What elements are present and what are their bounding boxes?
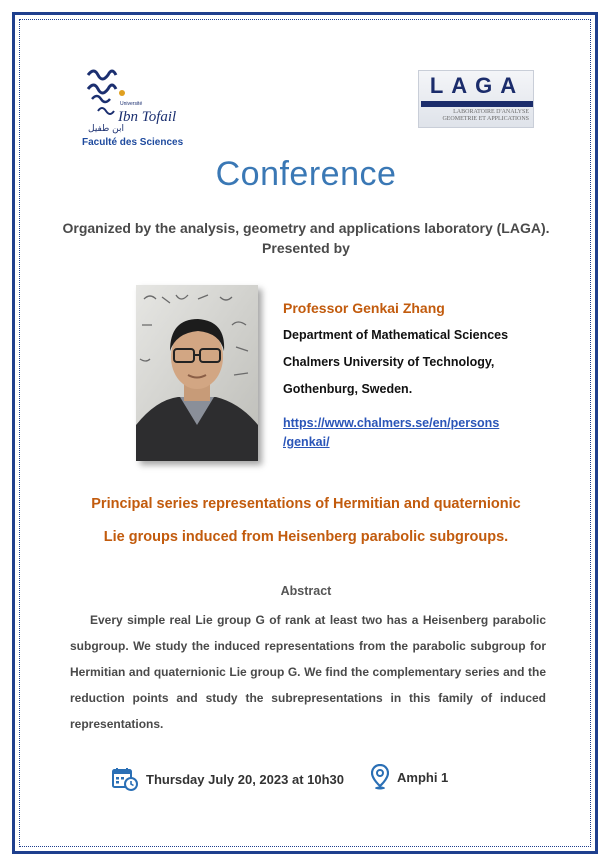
talk-title (40, 488, 572, 554)
event-date-text: Thursday July 20, 2023 at 10h30 (146, 771, 344, 787)
abstract-text: Every simple real Lie group G of rank at least two has a Heisenberg parabolic subgroup. We study the induced representations from the parabolic subgroup for Hermitian and quaternionic Lie group G. We find the complementary series and the reduction points and study the subrepresentations in this family of induced representations. (70, 613, 546, 731)
presented-by: Presented by (262, 240, 350, 256)
map-pin-icon (371, 764, 389, 790)
university-logo-univ: Université (120, 101, 143, 107)
laga-logo-bar (421, 101, 533, 107)
speaker-department: Department of Mathematical Sciences (283, 328, 509, 342)
speaker-university: Chalmers University of Technology, (283, 355, 495, 369)
page-title: Conference (215, 155, 397, 193)
laga-logo (418, 70, 536, 130)
speaker-city: Gothenburg, Sweden. (283, 382, 413, 396)
abstract-heading: Abstract (280, 584, 332, 598)
laga-logo-subtitle (442, 109, 529, 123)
event-date (112, 765, 344, 793)
speaker-name: Professor Genkai Zhang (283, 300, 445, 316)
university-logo-name: Ibn Tofail (118, 109, 177, 125)
faculty-caption: Faculté des Sciences (82, 137, 184, 148)
speaker-info (283, 300, 583, 452)
speaker-photo (136, 285, 258, 461)
calendar-clock-icon (112, 767, 138, 791)
university-logo-arabic: ابن طفيل (88, 124, 124, 134)
speaker-profile-link[interactable] (283, 414, 583, 452)
speaker-link-line2[interactable]: /genkai/ (283, 435, 330, 449)
event-location-text: Amphi 1 (397, 769, 449, 785)
organizer-text (30, 218, 582, 258)
university-logo (78, 55, 188, 150)
university-logo-mark (78, 55, 188, 135)
laga-logo-sub2: GEOMETRIE ET APPLICATIONS (442, 116, 529, 122)
event-location (371, 763, 448, 791)
talk-title-line1: Principal series representations of Hermitian and quaternionic (91, 496, 521, 512)
laga-logo-word: LAGA (429, 73, 525, 98)
laga-logo-sub1: LABORATOIRE D'ANALYSE (453, 109, 529, 115)
speaker-link-line1[interactable]: https://www.chalmers.se/en/persons (283, 416, 500, 430)
laga-logo-box (418, 70, 534, 128)
talk-title-line2: Lie groups induced from Heisenberg parabolic subgroups. (103, 529, 509, 545)
organizer-line: Organized by the analysis, geometry and applications laboratory (LAGA). (62, 220, 550, 236)
